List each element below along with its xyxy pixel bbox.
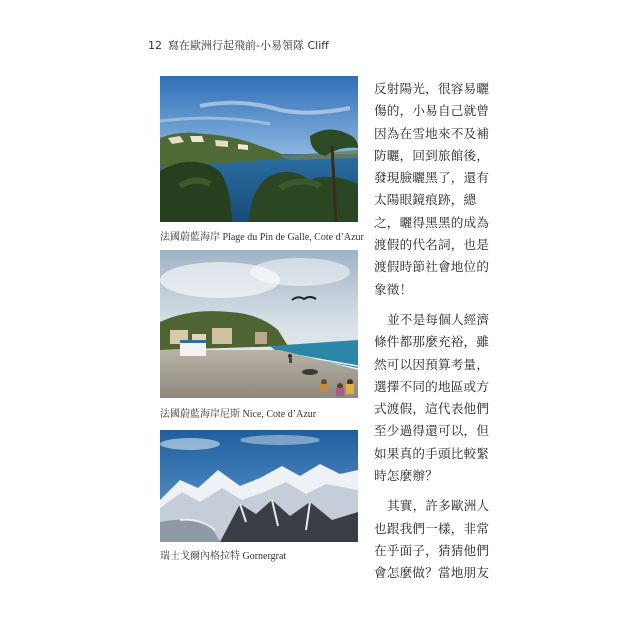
- text-line: 渡假的代名詞，也是: [374, 237, 490, 253]
- text-line: 並不是每個人經濟: [387, 311, 490, 327]
- text-line: 之，曬得黑黑的成為: [374, 214, 490, 230]
- text-line: 在乎面子，猜猜他們: [374, 542, 490, 558]
- text-line: 然可以因預算考量，: [374, 356, 490, 372]
- text-line: 時怎麼辦？: [374, 468, 438, 484]
- text-line: 傷的，小易自己就曾: [374, 103, 490, 119]
- header-title: 寫在歐洲行起飛前-小易領隊 Cliff: [168, 39, 329, 52]
- text-line: 其實，許多歐洲人: [387, 498, 490, 514]
- photo-nice-beach: [160, 250, 358, 398]
- paragraph-gap: [374, 487, 496, 495]
- text-line: 象徵！: [374, 281, 413, 297]
- paragraph-gap: [374, 301, 496, 309]
- running-header: [148, 37, 329, 53]
- text-line: 反射陽光，很容易曬: [374, 81, 490, 96]
- text-line: 渡假時節社會地位的: [374, 259, 490, 275]
- text-line: 式渡假，這代表他們: [374, 401, 490, 417]
- text-line: 太陽眼鏡痕跡，總: [374, 192, 477, 208]
- text-line: 會怎麼做？當地朋友: [374, 565, 490, 581]
- text-line: 因為在雪地來不及補: [374, 125, 490, 141]
- text-line: 至少過得還可以，但: [374, 423, 490, 439]
- photo-caption: 法國蔚藍海岸 Plage du Pin de Galle, Cote d’Azur: [160, 232, 364, 243]
- text-line: 選擇不同的地區或方: [374, 378, 490, 394]
- text-line: 發現臉曬黑了，還有: [374, 170, 490, 186]
- text-line: 也跟我們一樣，非常: [374, 520, 490, 536]
- photo-gornergrat: [160, 430, 358, 542]
- page-number: 12: [148, 39, 162, 52]
- photo-caption: 瑞士戈爾內格拉特 Gornergrat: [160, 551, 287, 562]
- photo-plage-du-pin-de-galle: [160, 76, 358, 222]
- text-line: 條件都那麼充裕，雖: [374, 334, 490, 350]
- photo-caption: 法國蔚藍海岸尼斯 Nice, Cote d’Azur: [160, 409, 317, 420]
- text-line: 防曬，回到旅館後，: [374, 147, 490, 163]
- body-text-column: [374, 78, 496, 585]
- text-line: 如果真的手頭比較緊: [374, 445, 490, 461]
